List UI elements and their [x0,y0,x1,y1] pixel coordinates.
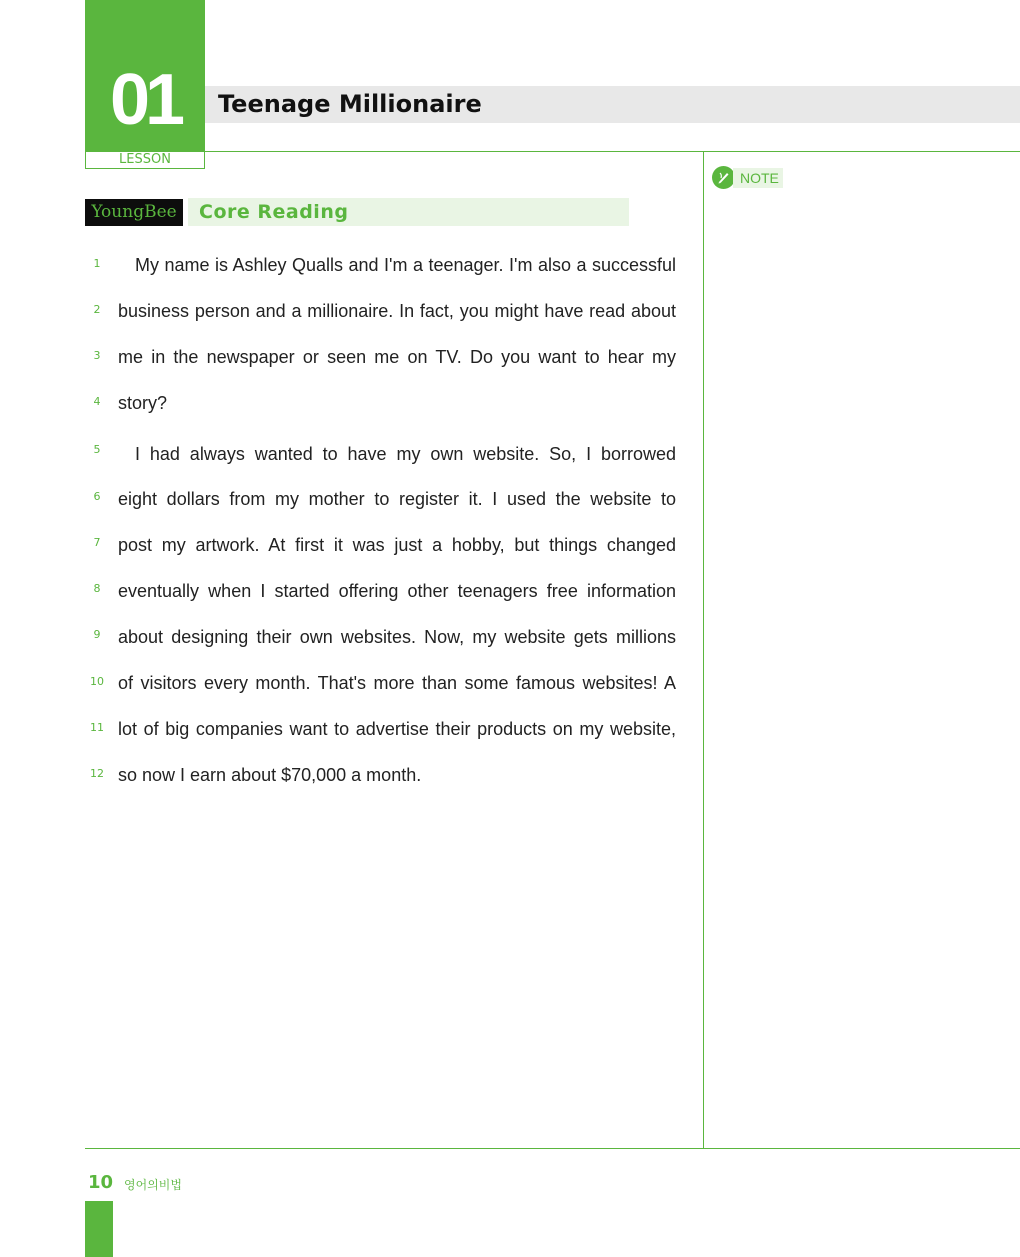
reading-line: about designing their own websites. Now, my website gets millions [118,627,676,647]
note-label: NOTE [740,170,779,186]
reading-line: of visitors every month. That's more than some famous websites! A [118,673,676,693]
pencil-leaf-icon [712,166,735,189]
lesson-label: LESSON [85,152,205,169]
line-number: 8 [93,582,101,595]
reading-line: business person and a millionaire. In fact, you might have read about [118,301,676,321]
line-number: 2 [93,303,101,316]
page-title: Teenage Millionaire [218,90,482,118]
reading-line: eight dollars from my mother to register it. I used the website to [118,489,676,509]
brand-badge: YoungBee [85,199,183,226]
line-number: 6 [93,490,101,503]
reading-line: I had always wanted to have my own website. So, I borrowed [135,444,676,464]
reading-line: so now I earn about $70,000 a month. [118,765,422,785]
reading-line: lot of big companies want to advertise their products on my website, [118,719,676,739]
column-divider [703,152,704,1148]
reading-line: eventually when I started offering other teenagers free information [118,581,676,601]
reading-line: My name is Ashley Qualls and I'm a teenager. I'm also a successful [135,255,676,275]
line-number: 11 [90,721,104,734]
line-number: 9 [93,628,101,641]
line-number: 3 [93,349,101,362]
page-number: 10 [88,1172,114,1193]
book-name: 영어의비법 [124,1178,182,1192]
footer-divider [85,1148,1020,1149]
line-number: 5 [93,443,101,456]
reading-line: post my artwork. At first it was just a hobby, but things changed [118,535,676,555]
line-number: 4 [93,395,101,408]
line-number: 7 [93,536,101,549]
line-number: 1 [93,257,101,270]
lesson-number: 01 [109,60,181,140]
footer-tab [85,1201,113,1257]
reading-line: me in the newspaper or seen me on TV. Do you want to hear my [118,347,676,367]
section-title: Core Reading [199,201,349,223]
header-divider [205,151,1020,152]
reading-line: story? [118,393,168,413]
line-number: 10 [90,675,104,688]
line-number: 12 [90,767,104,780]
